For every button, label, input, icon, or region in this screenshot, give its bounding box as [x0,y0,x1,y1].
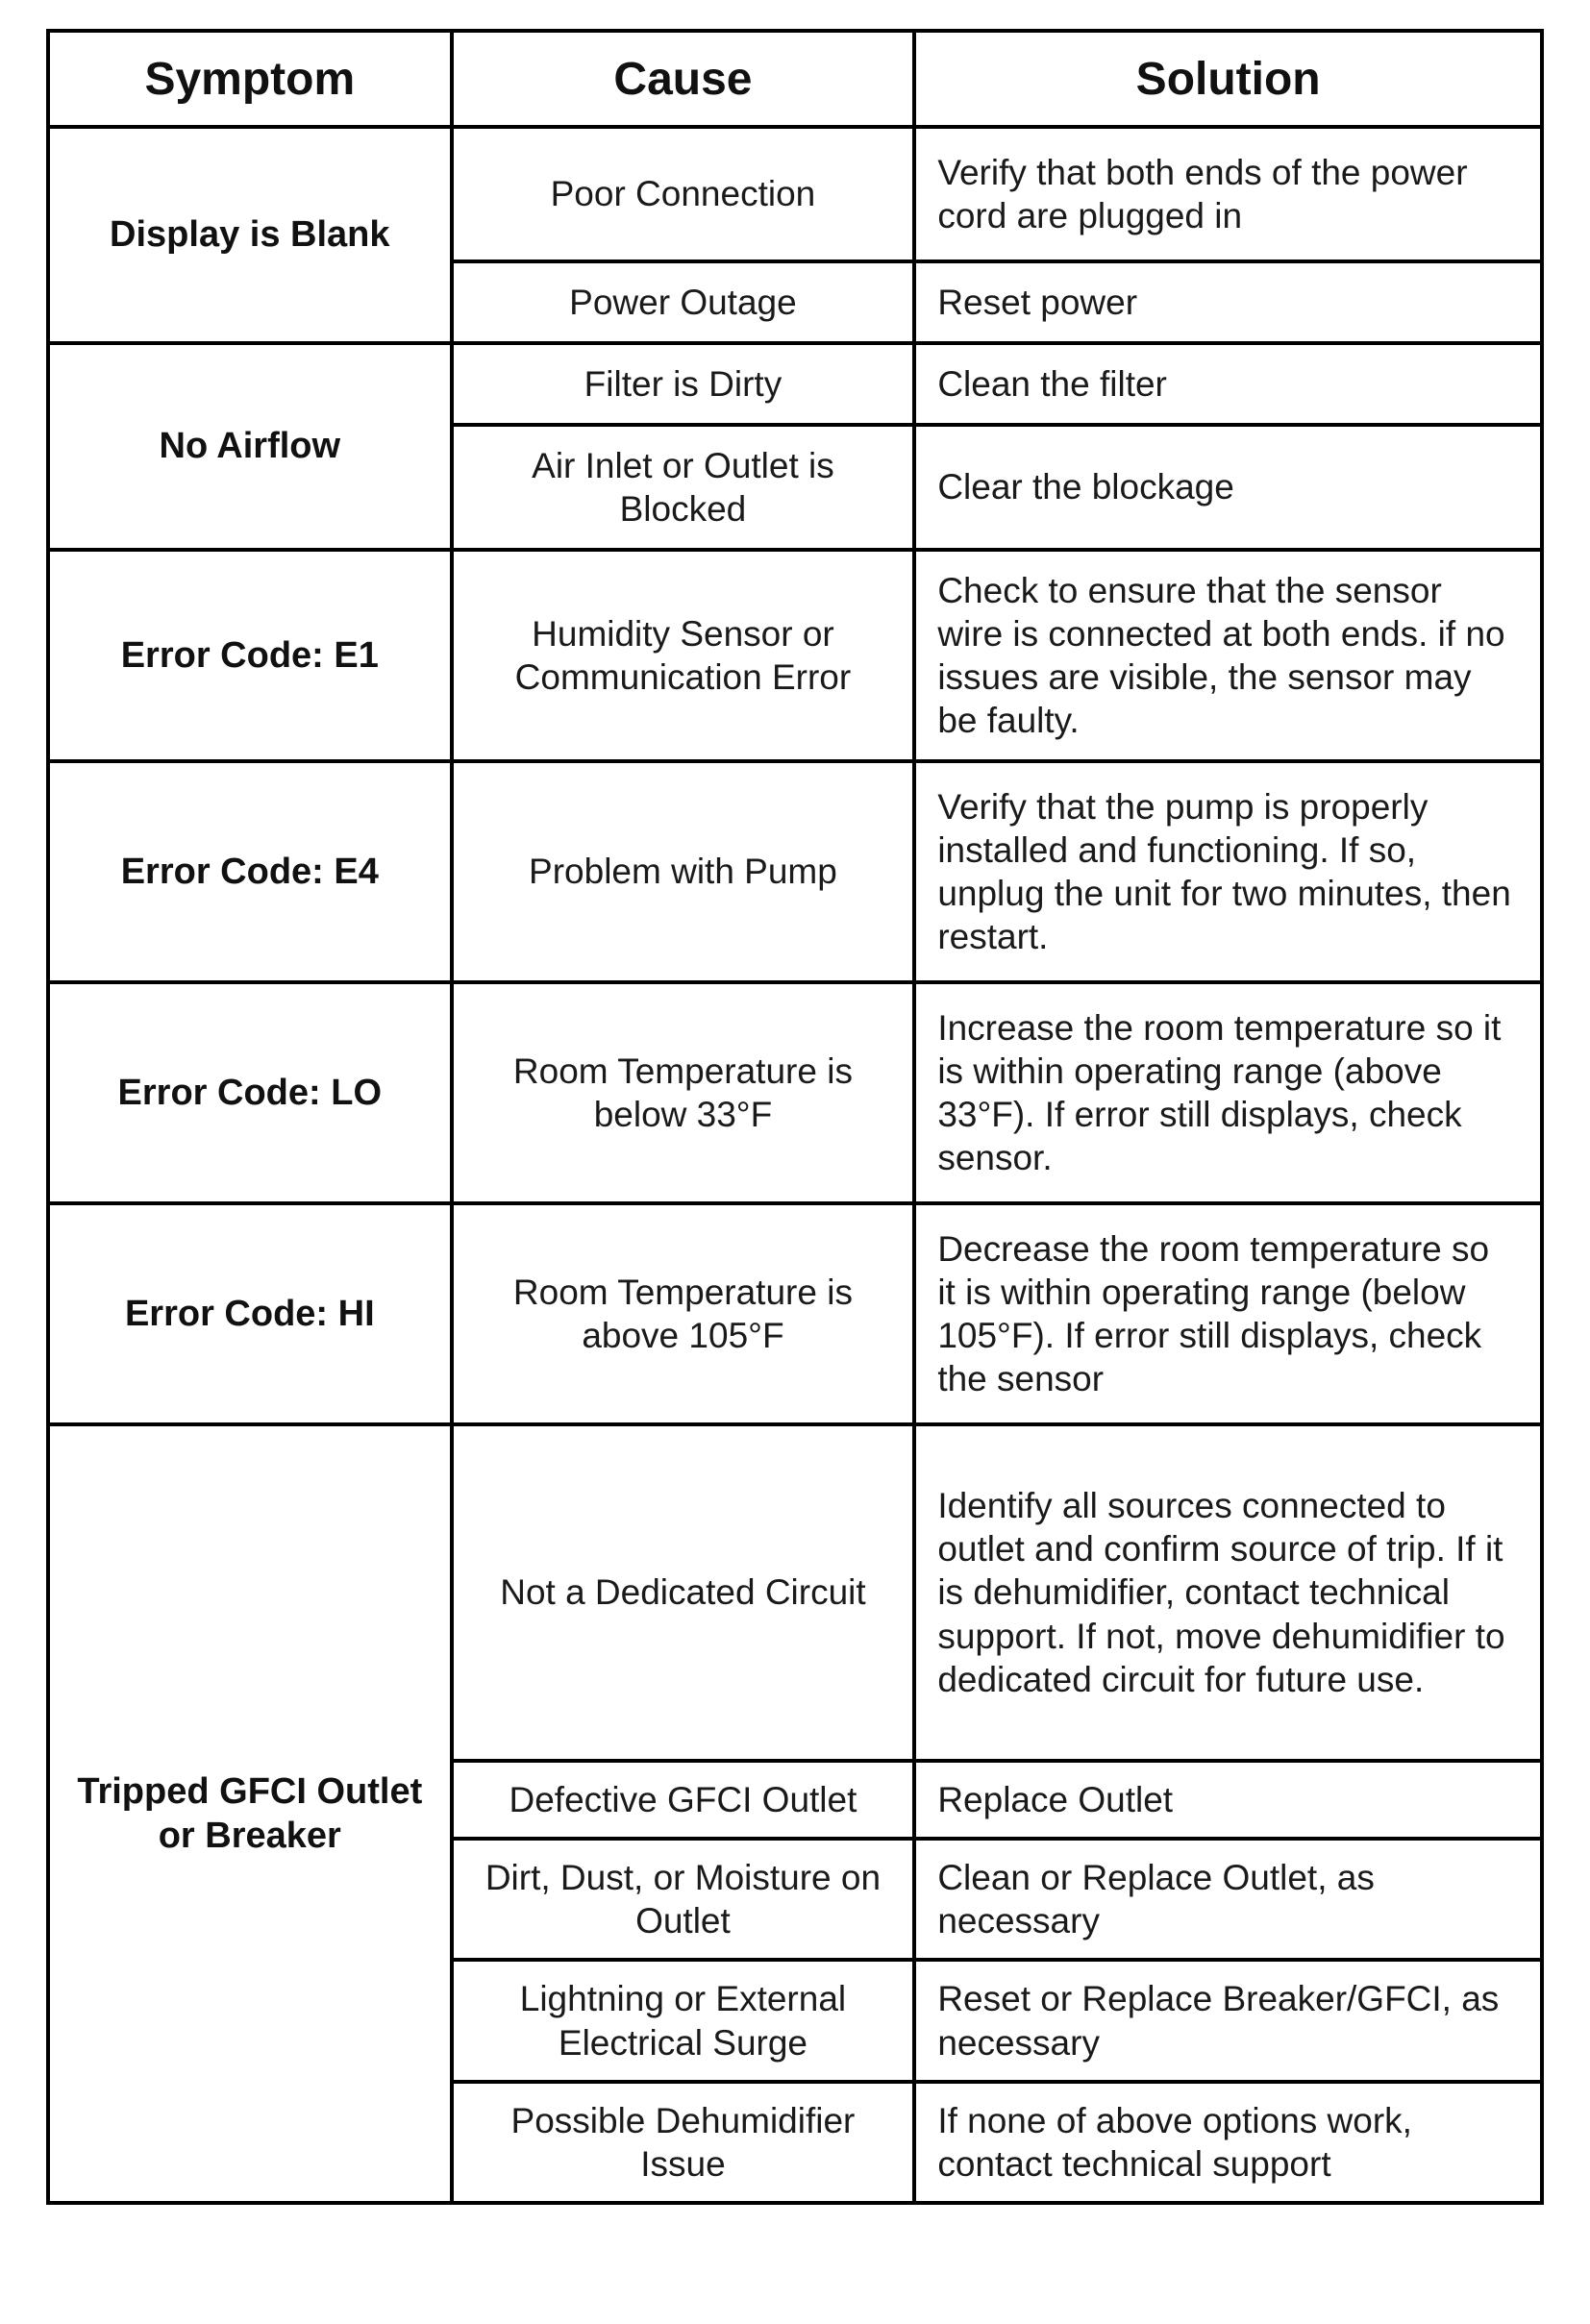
cause-cell: Poor Connection [452,127,915,261]
header-row [48,31,1542,127]
cause-cell: Defective GFCI Outlet [452,1761,915,1839]
cause-cell: Dirt, Dust, or Moisture on Outlet [452,1839,915,1960]
header-solution: Solution [914,31,1542,127]
table-row [48,127,1542,261]
solution-cell: Decrease the room temperature so it is within operating range (below 105°F). If error still displays, check the sensor [914,1203,1542,1424]
symptom-cell-error-lo: Error Code: LO [48,982,452,1203]
solution-cell: Check to ensure that the sensor wire is connected at both ends. if no issues are visible, the sensor may be faulty. [914,550,1542,761]
solution-cell: Replace Outlet [914,1761,1542,1839]
symptom-cell-display-blank: Display is Blank [48,127,452,343]
cause-cell: Air Inlet or Outlet is Blocked [452,425,915,550]
table-row [48,343,1542,425]
symptom-cell-no-airflow: No Airflow [48,343,452,550]
table-row [48,1203,1542,1424]
cause-cell: Possible Dehumidifier Issue [452,2082,915,2203]
solution-cell: Reset or Replace Breaker/GFCI, as necessary [914,1960,1542,2081]
solution-cell: Clean the filter [914,343,1542,425]
troubleshooting-table [46,29,1544,2205]
cause-cell: Not a Dedicated Circuit [452,1424,915,1761]
solution-cell: Clear the blockage [914,425,1542,550]
solution-cell: Clean or Replace Outlet, as necessary [914,1839,1542,1960]
cause-cell: Problem with Pump [452,761,915,982]
symptom-cell-tripped-gfci: Tripped GFCI Outlet or Breaker [48,1424,452,2203]
table-row [48,550,1542,761]
cause-cell: Room Temperature is below 33°F [452,982,915,1203]
symptom-cell-error-e4: Error Code: E4 [48,761,452,982]
solution-cell: Identify all sources connected to outlet and confirm source of trip. If it is dehumidifier, contact technical support. If not, move dehumidifier to dedicated circuit for future use. [914,1424,1542,1761]
cause-cell: Room Temperature is above 105°F [452,1203,915,1424]
solution-cell: Reset power [914,261,1542,343]
cause-cell: Lightning or External Electrical Surge [452,1960,915,2081]
solution-cell: Verify that both ends of the power cord are plugged in [914,127,1542,261]
header-symptom: Symptom [48,31,452,127]
table-row [48,1424,1542,1761]
cause-cell: Humidity Sensor or Communication Error [452,550,915,761]
symptom-cell-error-e1: Error Code: E1 [48,550,452,761]
cause-cell: Power Outage [452,261,915,343]
table-row [48,982,1542,1203]
solution-cell: If none of above options work, contact technical support [914,2082,1542,2203]
symptom-cell-error-hi: Error Code: HI [48,1203,452,1424]
cause-cell: Filter is Dirty [452,343,915,425]
header-cause: Cause [452,31,915,127]
solution-cell: Verify that the pump is properly installed and functioning. If so, unplug the unit for two minutes, then restart. [914,761,1542,982]
table-row [48,761,1542,982]
solution-cell: Increase the room temperature so it is within operating range (above 33°F). If error still displays, check sensor. [914,982,1542,1203]
